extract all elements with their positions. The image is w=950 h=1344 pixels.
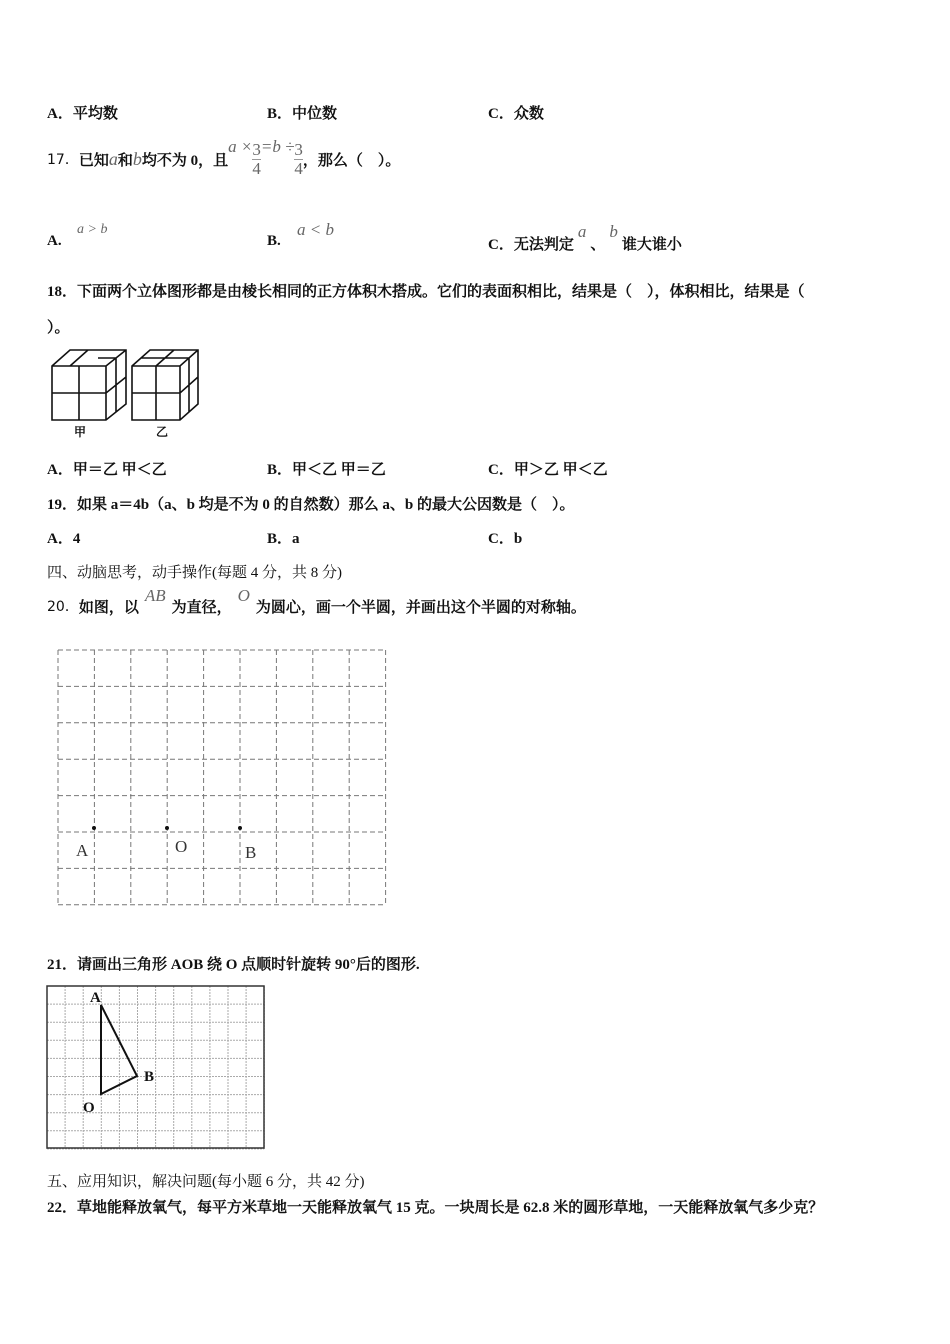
equation-part: a × (228, 137, 253, 156)
q20-text: 为直径， (171, 599, 232, 616)
q17-text: 已知 (78, 152, 109, 169)
label-o: O (83, 1100, 95, 1116)
q18-question-line2: ）。 (47, 320, 70, 336)
fraction (252, 141, 261, 178)
q18-option-c: C．甲＞乙 甲＜乙 (488, 462, 608, 478)
q17-text: 和 (117, 152, 133, 169)
q19-question: 19．如果 a＝4b（a、b 均是不为 0 的自然数）那么 a、b 的最大公因数是（ ）。 (47, 497, 575, 513)
q17-option-a-label: A. (47, 233, 62, 249)
var-a: a (577, 222, 587, 241)
fraction (294, 141, 303, 178)
option-text: 、 (590, 237, 606, 253)
point-b (238, 826, 242, 830)
label-a: A (76, 841, 89, 860)
denominator: 4 (252, 158, 261, 178)
q21-question: 21．请画出三角形 AOB 绕 O 点顺时针旋转 90°后的图形. (47, 957, 420, 973)
q20-dashed-grid (56, 648, 388, 908)
q17-text: 均不为 0，且 (141, 152, 229, 169)
q20-number: 20． (47, 599, 79, 615)
q20-text: 为圆心，画一个半圆，并画出这个半圆的对称轴。 (255, 599, 586, 616)
q18-option-b: B．甲＜乙 甲＝乙 (267, 462, 386, 478)
q19-option-c: C．b (488, 531, 523, 547)
var-a: a (108, 148, 118, 169)
label-ab: AB (144, 586, 166, 605)
q17-option-b-math: a < b (297, 220, 334, 239)
q17-option-a-math: a > b (77, 222, 108, 237)
q16-option-a: A．平均数 (47, 106, 118, 122)
q16-option-c: C．众数 (488, 106, 544, 122)
label-b: B (144, 1069, 155, 1085)
point-a (92, 826, 96, 830)
section-5-heading: 五、应用知识，解决问题(每小题 6 分，共 42 分) (47, 1174, 365, 1190)
cube-figures (44, 344, 204, 440)
q18-question-line1: 18．下面两个立体图形都是由棱长相同的正方体积木搭成。它们的表面积相比，结果是（ ），体积相比，结果是（ (47, 284, 805, 300)
q17-option-b-label: B. (267, 233, 281, 249)
q17-option-c (488, 222, 682, 254)
label-o: O (237, 586, 250, 605)
q18-option-a: A．甲＝乙 甲＜乙 (47, 462, 167, 478)
q19-option-a: A．4 (47, 531, 81, 547)
q20-text: 如图，以 (78, 599, 139, 616)
numerator: 3 (294, 139, 303, 159)
q20-question (47, 586, 586, 626)
q19-option-b: B．a (267, 531, 300, 547)
q22-question: 22．草地能释放氧气，每平方米草地一天能释放氧气 15 克。一块周长是 62.8 米的圆形草地，一天能释放氧气多少克？ (47, 1200, 824, 1216)
q16-option-b: B．中位数 (267, 106, 338, 122)
section-4-heading: 四、动脑思考，动手操作(每题 4 分，共 8 分) (47, 565, 342, 581)
point-o (165, 826, 169, 830)
label-b: B (245, 843, 257, 862)
denominator: 4 (294, 158, 303, 178)
figure-label-jia: 甲 (74, 425, 87, 439)
q17-question (47, 136, 400, 182)
label-a: A (90, 990, 101, 1006)
q17-text: ，那么（ ）。 (302, 152, 401, 169)
option-text: C．无法判定 (488, 237, 574, 253)
q21-grid (46, 985, 266, 1150)
equation-part: =b ÷ (260, 137, 295, 156)
option-text: 谁大谁小 (621, 237, 682, 253)
var-b: b (132, 148, 142, 169)
var-b: b (609, 222, 618, 241)
numerator: 3 (252, 139, 261, 159)
q17-number: 17． (47, 152, 79, 168)
label-o: O (175, 837, 188, 856)
figure-label-yi: 乙 (156, 425, 169, 439)
